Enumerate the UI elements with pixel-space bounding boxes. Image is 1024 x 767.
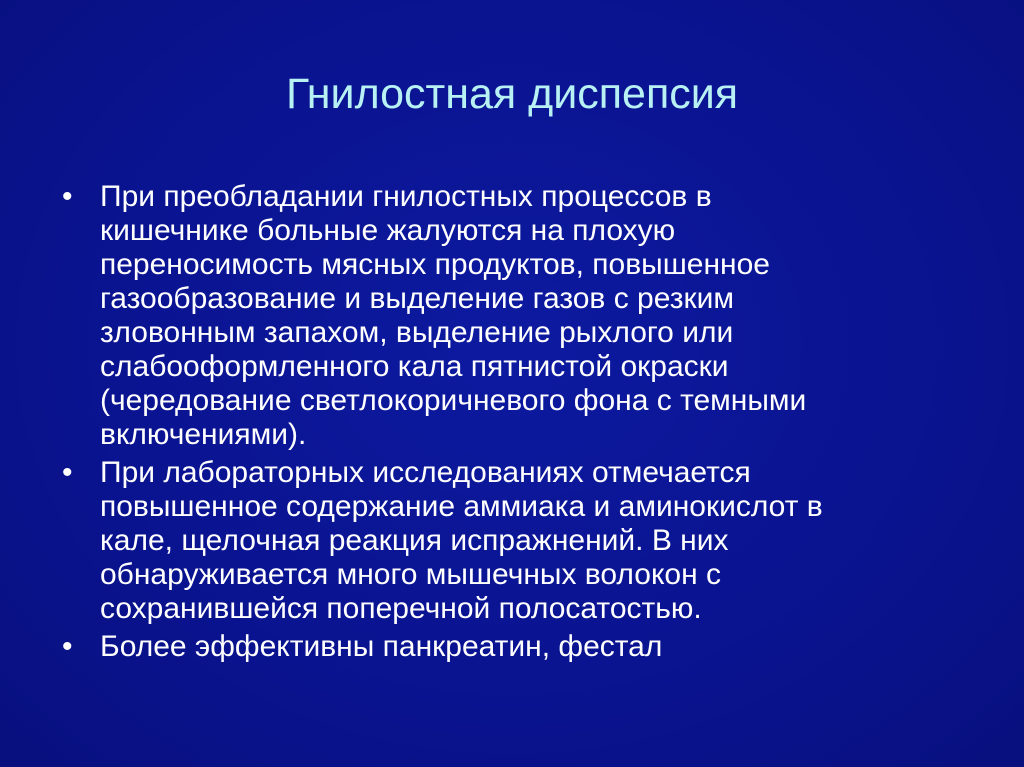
bullet-text-line: включениями).: [100, 418, 307, 451]
bullet-icon: •: [62, 456, 73, 489]
bullet-item: [60, 456, 960, 626]
bullet-text-line: газообразование и выделение газов с резким: [100, 282, 734, 315]
bullet-text-line: Более эффективны панкреатин, фестал: [100, 630, 663, 663]
bullet-text-line: слабооформленного кала пятнистой окраски: [100, 350, 729, 383]
bullet-text-line: кишечнике больные жалуются на плохую: [100, 214, 676, 247]
bullet-item: [60, 180, 960, 452]
bullet-text-line: переносимость мясных продуктов, повышенное: [100, 248, 770, 281]
bullet-text-line: сохранившейся поперечной полосатостью.: [100, 592, 702, 625]
bullet-list: [60, 180, 960, 668]
slide-title: Гнилостная диспепсия: [285, 70, 739, 118]
bullet-text-line: зловонным запахом, выделение рыхлого или: [100, 316, 734, 349]
bullet-text-line: повышенное содержание аммиака и аминокислот в: [100, 490, 823, 523]
bullet-text-line: При преобладании гнилостных процессов в: [100, 180, 712, 213]
bullet-text-line: кале, щелочная реакция испражнений. В них: [100, 524, 729, 557]
bullet-text-line: При лабораторных исследованиях отмечается: [100, 456, 751, 489]
bullet-icon: •: [62, 180, 73, 213]
bullet-text-line: (чередование светлокоричневого фона с темными: [100, 384, 807, 417]
bullet-item: [60, 630, 960, 664]
bullet-text-line: обнаруживается много мышечных волокон с: [100, 558, 722, 591]
bullet-icon: •: [62, 630, 73, 663]
